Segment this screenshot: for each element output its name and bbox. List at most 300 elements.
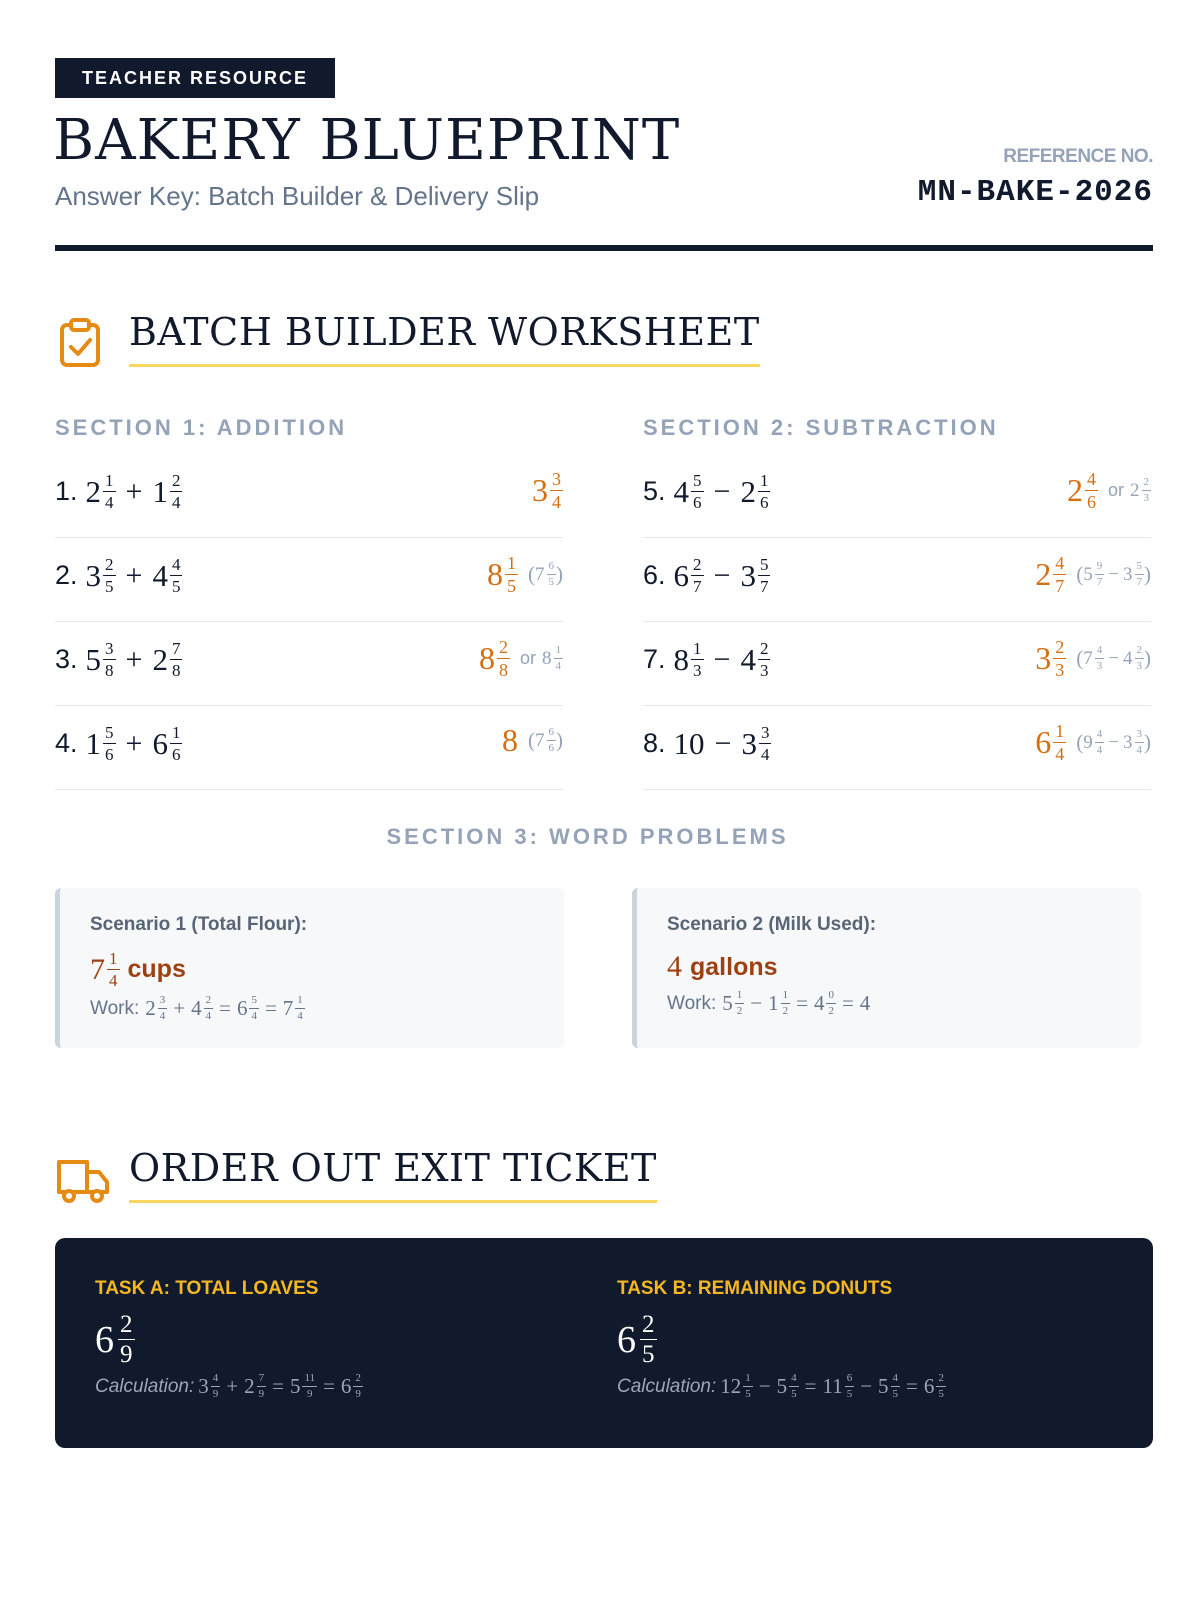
scenario-title: Scenario 1 (Total Flour): — [90, 914, 308, 935]
problem-row — [643, 538, 1151, 622]
fraction — [743, 1373, 753, 1400]
scenario-work — [90, 995, 564, 1022]
denominator: 4 — [1136, 744, 1142, 756]
calc-expression — [198, 1373, 363, 1400]
problem-answer — [532, 470, 563, 511]
problem-row — [55, 538, 563, 622]
denominator: 3 — [1055, 660, 1065, 680]
fraction — [547, 561, 557, 588]
numerator: 6 — [547, 727, 557, 741]
fraction — [170, 556, 183, 595]
denominator: 5 — [791, 1388, 797, 1400]
problem-question — [55, 472, 182, 511]
whole-part: 6 — [1035, 724, 1052, 760]
fraction — [1135, 645, 1145, 672]
denominator: 7 — [759, 577, 769, 596]
work-label: Work: — [667, 992, 717, 1014]
operator: − — [1108, 731, 1119, 753]
numerator: 2 — [204, 995, 214, 1009]
denominator: 3 — [759, 661, 769, 680]
numerator: 5 — [693, 471, 702, 490]
denominator: 9 — [258, 1388, 265, 1400]
problem-answer — [1035, 638, 1151, 679]
work-expression — [722, 990, 870, 1017]
operator: = — [796, 991, 808, 1015]
operator: + — [125, 558, 143, 592]
answer-whole: 7 — [90, 952, 105, 986]
mixed-number — [814, 990, 836, 1017]
fraction — [936, 1373, 946, 1400]
operator: = — [804, 1374, 817, 1398]
scenario-title: Scenario 2 (Milk Used): — [667, 914, 877, 935]
denominator: 6 — [171, 745, 181, 764]
denominator: 8 — [171, 661, 181, 680]
numerator: 2 — [1055, 637, 1065, 657]
numerator: 2 — [1142, 477, 1152, 491]
whole-part: 9 — [1083, 731, 1093, 753]
numerator: 2 — [642, 1311, 655, 1338]
fraction — [691, 640, 704, 679]
operator: = — [841, 991, 854, 1015]
paren: ) — [1144, 646, 1151, 670]
fraction — [826, 990, 836, 1017]
calc-label: Calculation: — [617, 1375, 717, 1397]
problem-answer — [1035, 722, 1151, 763]
fraction — [1095, 729, 1105, 756]
fraction — [735, 990, 745, 1017]
task-answer — [617, 1312, 946, 1367]
denominator: 9 — [212, 1388, 219, 1400]
scenario-card-milk — [632, 888, 1141, 1048]
problem-answer — [487, 554, 563, 595]
fraction — [103, 472, 116, 511]
mixed-number — [86, 472, 116, 511]
numerator: 1 — [735, 990, 745, 1004]
mixed-number — [152, 556, 182, 595]
whole-part: 6 — [340, 1374, 352, 1398]
alternate-answer — [1076, 561, 1151, 588]
mixed-number — [720, 1373, 753, 1400]
problem-row — [55, 454, 563, 538]
whole-part: 3 — [1123, 731, 1133, 753]
whole-part: 4 — [740, 641, 756, 677]
mixed-number — [878, 1373, 900, 1400]
denominator: 4 — [552, 492, 561, 512]
task-calculation — [95, 1373, 363, 1400]
denominator: 7 — [1096, 576, 1103, 588]
addition-problems — [55, 454, 563, 790]
whole-part: 3 — [1035, 640, 1052, 676]
mixed-number — [198, 1373, 220, 1400]
denominator: 9 — [355, 1388, 361, 1400]
whole-part: 7 — [535, 563, 545, 585]
numerator: 5 — [1135, 561, 1145, 575]
denominator: 4 — [251, 1010, 257, 1022]
numerator: 1 — [109, 949, 118, 968]
denominator: 8 — [498, 660, 508, 680]
fraction — [891, 1373, 901, 1400]
mixed-number — [674, 640, 704, 679]
alternate-answer — [1076, 729, 1151, 756]
whole-part: 1 — [85, 725, 102, 761]
exit-ticket-panel — [55, 1238, 1153, 1448]
denominator: 5 — [105, 577, 114, 596]
paren: ( — [528, 728, 535, 752]
numerator: 4 — [171, 555, 181, 574]
numerator: 4 — [1095, 729, 1105, 743]
alternate-answer — [528, 727, 563, 754]
scenario-card-flour — [55, 888, 564, 1048]
denominator: 3 — [1136, 660, 1142, 672]
fraction — [781, 990, 791, 1017]
numerator: 1 — [693, 639, 702, 658]
alternate-answer — [528, 561, 563, 588]
whole-part: 2 — [1035, 556, 1052, 592]
operator: − — [713, 642, 731, 676]
fraction — [845, 1373, 855, 1400]
numerator: 3 — [552, 469, 561, 489]
whole-part: 5 — [878, 1374, 889, 1398]
mixed-number — [1130, 477, 1151, 504]
mixed-number — [535, 561, 556, 588]
denominator: 7 — [693, 577, 702, 596]
paren: ) — [1144, 562, 1151, 586]
whole-part: 4 — [673, 473, 690, 509]
numerator: 2 — [171, 471, 181, 490]
denominator: 2 — [782, 1005, 789, 1017]
whole-part: 5 — [776, 1374, 788, 1398]
operator: − — [758, 1374, 771, 1398]
fraction — [103, 724, 116, 763]
numerator: 1 — [295, 995, 305, 1009]
work-expression — [145, 995, 305, 1022]
whole-part: 10 — [673, 725, 705, 761]
section-3-label: SECTION 3: WORD PROBLEMS — [386, 824, 789, 849]
whole-part: 8 — [487, 556, 503, 592]
problem-number: 5. — [643, 476, 666, 506]
numerator: 4 — [1095, 645, 1105, 659]
problem-number: 2. — [55, 560, 78, 590]
mixed-number — [822, 1373, 854, 1400]
task-label: TASK A: TOTAL LOAVES — [95, 1278, 319, 1299]
denominator: 6 — [693, 493, 702, 512]
mixed-number — [1083, 645, 1104, 672]
operator: − — [714, 726, 732, 760]
denominator: 7 — [1055, 576, 1065, 596]
denominator: 6 — [548, 742, 554, 754]
mixed-number — [741, 724, 771, 763]
answer-whole: 6 — [617, 1318, 636, 1361]
problem-question — [643, 556, 770, 595]
task-answer — [95, 1312, 363, 1367]
mixed-number — [542, 645, 563, 672]
alternate-answer — [1108, 477, 1151, 504]
clipboard-check-icon — [55, 316, 111, 372]
whole-part: 5 — [722, 991, 733, 1015]
problem-number: 1. — [55, 476, 78, 506]
numerator: 5 — [249, 995, 259, 1009]
answer-value — [532, 470, 563, 511]
whole-part: 7 — [535, 729, 545, 751]
task-a — [95, 1278, 363, 1400]
numerator: 1 — [507, 553, 516, 573]
denominator: 3 — [1096, 660, 1103, 672]
section-2-label: SECTION 2: SUBTRACTION — [643, 415, 999, 440]
numerator: 4 — [1055, 553, 1065, 573]
operator: − — [1108, 647, 1119, 669]
operator: + — [125, 642, 143, 676]
denominator: 6 — [105, 745, 114, 764]
whole-part: 5 — [289, 1374, 301, 1398]
header-divider — [55, 245, 1153, 251]
operator: − — [860, 1374, 873, 1398]
fraction — [1095, 561, 1105, 588]
denominator: 4 — [555, 660, 561, 672]
mixed-number — [860, 991, 871, 1016]
problem-question — [55, 640, 182, 679]
problem-row — [643, 622, 1151, 706]
answer-whole: 6 — [95, 1318, 114, 1361]
answer-value — [502, 722, 518, 759]
numerator: 5 — [105, 723, 114, 742]
operator: − — [1108, 563, 1119, 585]
answer-value — [1067, 470, 1098, 511]
numerator: 2 — [120, 1311, 133, 1338]
fraction — [158, 995, 168, 1022]
operator: = — [272, 1374, 284, 1398]
mixed-number — [740, 556, 770, 595]
mixed-number — [924, 1373, 946, 1400]
whole-part: 4 — [191, 996, 202, 1020]
whole-part: 7 — [1083, 647, 1093, 669]
whole-part: 4 — [152, 557, 168, 593]
mixed-number — [283, 995, 305, 1022]
paren: ) — [1144, 730, 1151, 754]
fraction — [1053, 722, 1066, 763]
mixed-number — [1083, 561, 1104, 588]
whole-part: 8 — [478, 640, 495, 676]
fraction — [758, 472, 771, 511]
fraction — [691, 472, 704, 511]
whole-part: 8 — [542, 647, 552, 669]
answer-value — [1035, 722, 1066, 763]
mixed-number — [290, 1373, 317, 1400]
answer-fraction — [640, 1312, 657, 1367]
denominator: 2 — [736, 1005, 743, 1017]
operator: + — [125, 474, 143, 508]
denominator: 3 — [1143, 492, 1149, 504]
denominator: 5 — [846, 1388, 853, 1400]
task-calculation — [617, 1373, 946, 1400]
answer-whole: 4 — [667, 950, 682, 983]
mixed-number — [86, 640, 116, 679]
problem-question — [55, 556, 182, 595]
answer-unit: gallons — [690, 952, 778, 981]
problem-number: 6. — [643, 560, 666, 590]
denominator: 9 — [120, 1341, 133, 1368]
whole-part: 7 — [282, 996, 294, 1020]
page-subtitle: Answer Key: Batch Builder & Delivery Slip — [55, 181, 540, 211]
mixed-number — [674, 726, 705, 762]
numerator: 3 — [105, 639, 114, 658]
scenario-work — [667, 990, 1141, 1017]
numerator: 6 — [547, 561, 557, 575]
problem-answer — [502, 722, 563, 759]
fraction — [789, 1373, 799, 1400]
whole-part: 2 — [145, 996, 156, 1020]
operator: = — [219, 996, 231, 1020]
problem-row — [643, 706, 1151, 790]
denominator: 5 — [745, 1388, 751, 1400]
numerator: 1 — [171, 723, 181, 742]
fraction — [103, 640, 116, 679]
mixed-number — [740, 640, 770, 679]
denominator: 5 — [938, 1388, 944, 1400]
mixed-number — [86, 556, 116, 595]
answer-fraction — [118, 1312, 135, 1367]
whole-part: 6 — [236, 996, 248, 1020]
subtraction-problems — [643, 454, 1151, 790]
truck-icon — [55, 1152, 111, 1208]
numerator: 2 — [1135, 645, 1145, 659]
fraction — [758, 640, 771, 679]
whole-part: 3 — [741, 725, 757, 761]
task-b — [617, 1278, 946, 1400]
denominator: 4 — [1055, 744, 1065, 764]
fraction — [302, 1373, 317, 1400]
numerator: 1 — [554, 645, 564, 659]
fraction — [295, 995, 305, 1022]
answer-value — [479, 638, 510, 679]
denominator: 5 — [171, 577, 181, 596]
answer-unit: cups — [127, 955, 186, 983]
or-text: or — [1107, 480, 1124, 500]
numerator: 1 — [1055, 721, 1065, 741]
operator: = — [906, 1374, 918, 1398]
mixed-number — [152, 472, 182, 511]
fraction — [758, 556, 771, 595]
denominator: 6 — [1086, 492, 1096, 512]
whole-part: 11 — [822, 1374, 843, 1398]
mixed-number — [244, 1373, 266, 1400]
problem-question — [55, 724, 182, 763]
exit-ticket-title: ORDER OUT EXIT TICKET — [129, 1146, 657, 1203]
denominator: 5 — [892, 1388, 899, 1400]
operator: = — [323, 1374, 335, 1398]
mixed-number — [341, 1373, 363, 1400]
fraction — [505, 554, 518, 595]
operator: + — [226, 1374, 239, 1398]
whole-part: 8 — [502, 722, 518, 758]
fraction — [204, 995, 214, 1022]
whole-part: 1 — [768, 991, 779, 1015]
paren: ( — [528, 562, 535, 586]
numerator: 1 — [759, 471, 769, 490]
teacher-resource-tag: TEACHER RESOURCE — [55, 58, 335, 98]
numerator: 5 — [759, 555, 769, 574]
operator: − — [713, 474, 731, 508]
mixed-number — [1123, 561, 1144, 588]
problem-question — [643, 472, 770, 511]
whole-part: 2 — [85, 473, 102, 509]
task-label: TASK B: REMAINING DONUTS — [617, 1278, 893, 1299]
fraction — [547, 727, 557, 754]
numerator: 3 — [158, 995, 168, 1009]
calc-label: Calculation: — [95, 1375, 195, 1397]
problem-question — [643, 640, 770, 679]
problem-number: 7. — [643, 644, 666, 674]
mixed-number — [722, 990, 744, 1017]
whole-part: 6 — [673, 557, 690, 593]
paren: ) — [556, 728, 563, 752]
numerator: 1 — [105, 471, 114, 490]
numerator: 2 — [105, 555, 114, 574]
denominator: 9 — [307, 1388, 313, 1400]
calc-expression — [720, 1373, 946, 1400]
operator: + — [173, 996, 186, 1020]
answer-value — [487, 554, 518, 595]
problem-number: 8. — [643, 728, 666, 758]
whole-part: 3 — [1123, 563, 1133, 585]
paren: ( — [1076, 730, 1084, 754]
fraction — [759, 724, 772, 763]
whole-part: 12 — [720, 1374, 742, 1398]
mixed-number — [535, 727, 556, 754]
worksheet-title: BATCH BUILDER WORKSHEET — [129, 310, 760, 367]
problem-row — [55, 706, 563, 790]
denominator: 7 — [1136, 576, 1142, 588]
paren: ( — [1076, 562, 1084, 586]
denominator: 4 — [1096, 744, 1103, 756]
whole-part: 3 — [532, 472, 548, 508]
fraction — [497, 638, 510, 679]
paren: ( — [1076, 646, 1084, 670]
fraction — [1053, 554, 1066, 595]
denominator: 5 — [548, 576, 554, 588]
numerator: 2 — [759, 639, 769, 658]
whole-part: 3 — [198, 1374, 209, 1398]
operator: = — [264, 996, 277, 1020]
section-1-label: SECTION 1: ADDITION — [55, 415, 348, 440]
alternate-answer — [1076, 645, 1151, 672]
denominator: 4 — [159, 1010, 166, 1022]
fraction — [1085, 470, 1098, 511]
numerator: 2 — [693, 555, 702, 574]
whole-part: 2 — [740, 473, 756, 509]
whole-part: 2 — [1066, 472, 1083, 508]
reference-label: REFERENCE NO. — [1003, 146, 1153, 167]
mixed-number — [740, 472, 770, 511]
whole-part: 4 — [813, 991, 825, 1015]
numerator: 7 — [257, 1373, 267, 1387]
mixed-number — [152, 640, 182, 679]
denominator: 3 — [693, 661, 702, 680]
reference-number: MN-BAKE-2026 — [917, 175, 1153, 210]
mixed-number — [237, 995, 259, 1022]
mixed-number — [1123, 645, 1144, 672]
mixed-number — [86, 724, 116, 763]
numerator: 7 — [171, 639, 181, 658]
whole-part: 2 — [1130, 479, 1140, 501]
denominator: 4 — [760, 745, 770, 764]
operator: − — [713, 558, 731, 592]
numerator: 1 — [781, 990, 791, 1004]
mixed-number — [191, 995, 213, 1022]
fraction — [554, 645, 564, 672]
problem-answer — [479, 638, 563, 679]
mixed-number — [1083, 729, 1104, 756]
numerator: 6 — [845, 1373, 855, 1387]
